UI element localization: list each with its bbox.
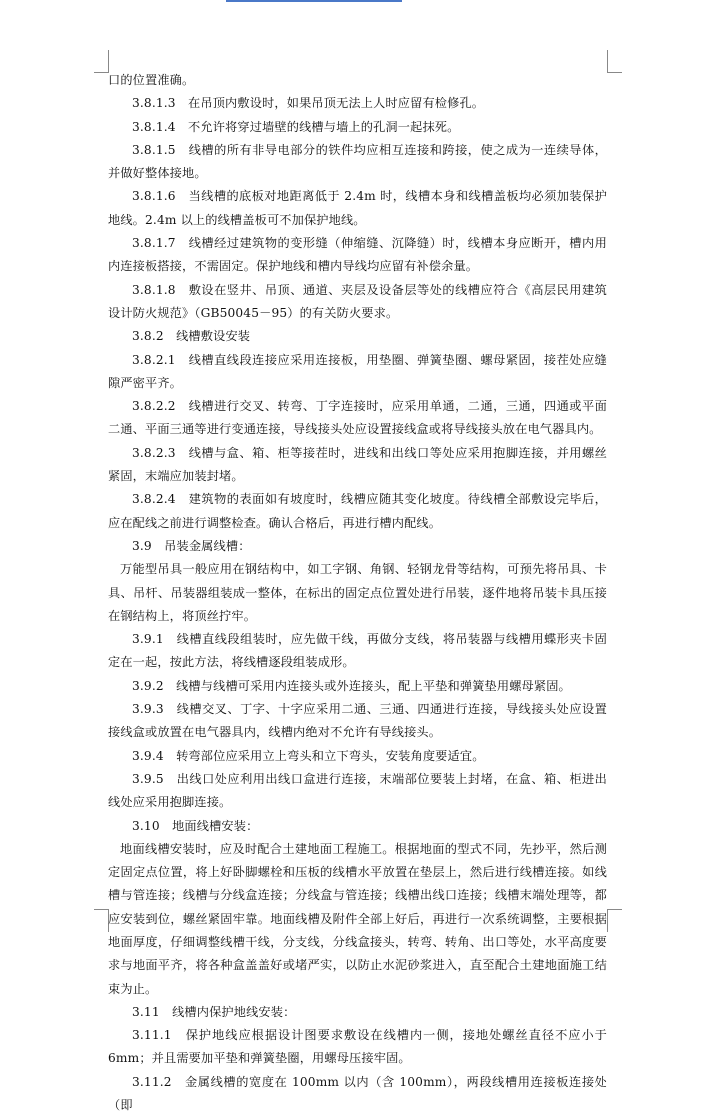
- paragraph: 3.9.3 线槽交叉、丁字、十字应采用二通、三通、四通进行连接，导线接头处应设置接线盒或放置在电气器具内，线槽内绝对不允许有导线接头。: [108, 702, 607, 740]
- paragraph: 3.8.1.8 敷设在竖井、吊顶、通道、夹层及设备层等处的线槽应符合《高层民用建筑设计防火规范》（GB50045－95）的有关防火要求。: [108, 282, 607, 320]
- paragraph: 3.9.1 线槽直线段组装时，应先做干线，再做分支线，将吊装器与线槽用蝶形夹卡固定在一起，按此方法，将线槽逐段组装成形。: [108, 632, 607, 670]
- crop-mark-top-right: [607, 50, 622, 73]
- paragraph: 3.8.2.4 建筑物的表面如有坡度时，线槽应随其变化坡度。待线槽全部敷设完毕后，应在配线之前进行调整检查。确认合格后，再进行槽内配线。: [108, 492, 607, 530]
- paragraph: 3.9.4 转弯部位应采用立上弯头和立下弯头，安装角度要适宜。: [132, 748, 485, 763]
- crop-mark-bottom-right: [607, 909, 622, 932]
- paragraph: 3.8.1.3 在吊顶内敷设时，如果吊顶无法上人时应留有检修孔。: [132, 96, 485, 111]
- paragraph: 3.11.1 保护地线应根据设计图要求敷设在线槽内一侧，接地处螺丝直径不应小于 6mm；并且需要加平垫和弹簧垫圈，用螺母压接牢固。: [108, 1028, 607, 1066]
- crop-mark-top-left: [94, 50, 109, 73]
- paragraph: 口的位置准确。: [108, 73, 195, 87]
- paragraph: 3.10 地面线槽安装：: [132, 818, 259, 833]
- paragraph: 地面线槽安装时，应及时配合土建地面工程施工。根据地面的型式不同，先抄平，然后测定固定点位置，将上好卧脚螺栓和压板的线槽水平放置在垫层上，然后进行线槽连接。如线槽与管连接；线槽与分线盒连接；分线盒与管连接；线槽出线口连接；线槽末端处理等，都应安装到位，螺丝紧固牢靠。地面线槽及附件全部上好后，再进行一次系统调整，主要根据地面厚度，仔细调整线槽干线，分支线，分线盒接头，转弯、转角、出口等处，水平高度要求与地面平齐，将各种盒盖盖好或堵严实，以防止水泥砂浆进入，直至配合土建地面施工结束为止。: [108, 841, 607, 996]
- paragraph: 3.8.2 线槽敷设安装: [132, 329, 251, 344]
- top-accent-rule: [226, 0, 402, 2]
- paragraph: 3.8.1.4 不允许将穿过墙壁的线槽与墙上的孔洞一起抹死。: [132, 119, 460, 134]
- paragraph: 3.8.1.5 线槽的所有非导电部分的铁件均应相互连接和跨接，使之成为一连续导体，并做好整体接地。: [108, 142, 607, 181]
- paragraph: 3.9.2 线槽与线槽可采用内连接头或外连接头，配上平垫和弹簧垫用螺母紧固。: [132, 678, 571, 693]
- paragraph: 3.8.1.7 线槽经过建筑物的变形缝（伸缩缝、沉降缝）时，线槽本身应断开，槽内用内连接板搭接，不需固定。保护地线和槽内导线均应留有补偿余量。: [108, 236, 607, 274]
- paragraph: 3.11.2 金属线槽的宽度在 100mm 以内（含 100mm），两段线槽用连接板连接处（即: [108, 1074, 607, 1113]
- paragraph: 3.8.1.6 当线槽的底板对地距离低于 2.4m 时，线槽本身和线槽盖板均必须加装保护地线。2.4m 以上的线槽盖板可不加保护地线。: [108, 189, 607, 227]
- paragraph: 3.11 线槽内保护地线安装：: [132, 1004, 296, 1019]
- paragraph: 万能型吊具一般应用在钢结构中，如工字钢、角钢、轻钢龙骨等结构，可预先将吊具、卡具、吊杆、吊装器组装成一整体，在标出的固定点位置处进行吊装，逐件地将吊装卡具压接在钢结构上，将顶丝拧牢。: [108, 562, 607, 623]
- paragraph: 3.8.2.3 线槽与盒、箱、柜等接茬时，进线和出线口等处应采用抱脚连接，并用螺丝紧固，末端应加装封堵。: [108, 445, 607, 484]
- paragraph: 3.8.2.2 线槽进行交叉、转弯、丁字连接时，应采用单通，二通，三通，四通或平面二通、平面三通等进行变通连接，导线接头处应设置接线盒或将导线接头放在电气器具内。: [108, 399, 607, 437]
- paragraph: 3.9 吊装金属线槽：: [132, 538, 251, 553]
- paragraph: 3.9.5 出线口处应利用出线口盒进行连接，末端部位要装上封堵，在盒、箱、柜进出线处应采用抱脚连接。: [108, 771, 607, 810]
- paragraph: 3.8.2.1 线槽直线段连接应采用连接板，用垫圈、弹簧垫圈、螺母紧固，接茬处应缝隙严密平齐。: [108, 352, 607, 390]
- document-body: [108, 69, 607, 1117]
- crop-mark-bottom-left: [94, 909, 109, 932]
